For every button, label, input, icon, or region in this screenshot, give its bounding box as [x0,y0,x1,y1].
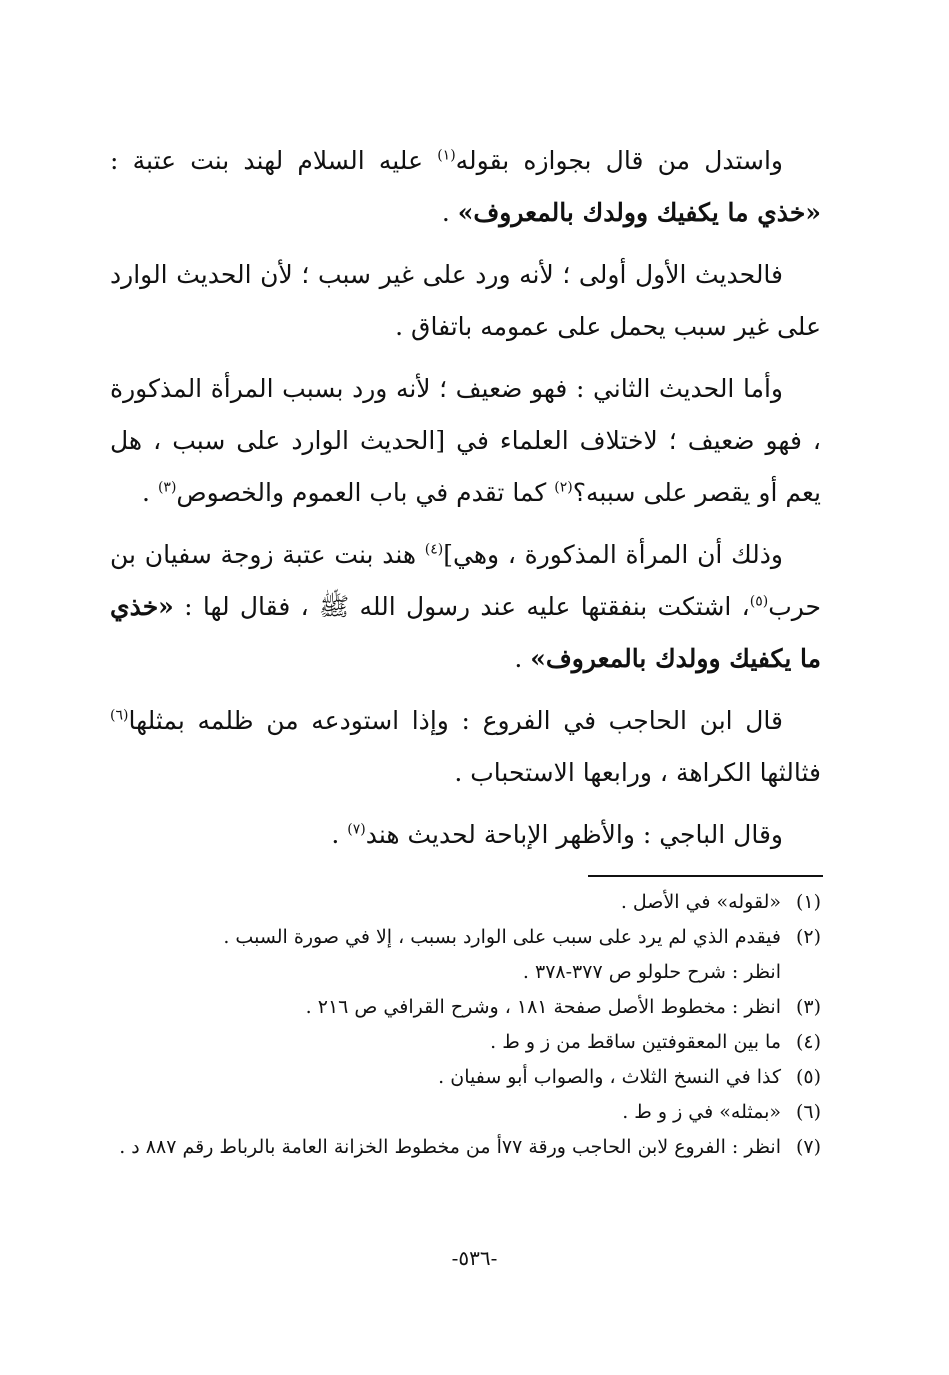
footnote-line: ما بين المعقوفتين ساقط من ز و ط . [490,1031,781,1053]
footnote-number: (٧) [795,1136,821,1158]
paragraph-1 [110,135,821,239]
footnote-7 [110,1130,821,1165]
text-span: . [331,820,348,849]
footnote-number: (٢) [795,926,821,948]
footnote-4 [110,1025,821,1060]
text-span: قال ابن الحاجب في الفروع : وإذا استودعه من ظلمه بمثلها [128,706,783,735]
text-span: وقال الباجي : والأظهر الإباحة لحديث هند [365,820,783,849]
paragraph-3 [110,363,821,519]
footnote-line: انظر : الفروع لابن الحاجب ورقة ٧٧أ من مخطوط الخزانة العامة بالرباط رقم ٨٨٧ د . [119,1136,781,1158]
footnote-text [110,1095,781,1130]
footnote-3 [110,990,821,1025]
footnote-line: «بمثله» في ز و ط . [622,1101,781,1123]
footnote-6 [110,1095,821,1130]
paragraph-6 [110,809,821,861]
footnote-line: انظر : شرح حلولو ص ٣٧٧-٣٧٨ . [522,961,781,983]
footnote-text [110,1060,781,1095]
footnote-line: كذا في النسخ الثلاث ، والصواب أبو سفيان . [438,1066,781,1088]
text-span: ، اشتكت بنفقتها عليه عند رسول الله ﷺ ، فقال لها : [173,592,750,621]
paragraph-5 [110,695,821,799]
footnote-text [110,1025,781,1060]
footnote-ref-1[interactable]: (١) [437,147,456,164]
footnote-number: (٥) [795,1066,821,1088]
footnote-number: (٣) [795,996,821,1018]
footnote-ref-6[interactable]: (٦) [110,707,129,724]
footnote-line: «لقوله» في الأصل . [620,891,781,913]
page-number: -٥٣٦- [451,1246,498,1270]
footnote-text [110,885,781,920]
text-span: فثالثها الكراهة ، ورابعها الاستحباب . [454,758,821,787]
text-span: . [441,198,458,227]
footnote-divider [588,875,823,877]
footnote-line: انظر : مخطوط الأصل صفحة ١٨١ ، وشرح القرافي ص ٢١٦ . [305,996,781,1018]
paragraph-2: فالحديث الأول أولى ؛ لأنه ورد على غير سبب ؛ لأن الحديث الوارد على غير سبب يحمل على عمومه باتفاق . [110,260,821,341]
hadith-quote: «خذي ما يكفيك وولدك بالمعروف» [457,198,821,227]
main-text [110,135,821,871]
footnote-line: فيقدم الذي لم يرد على سبب على الوارد بسبب ، إلا في صورة السبب . [223,926,781,948]
footnote-text [110,990,781,1025]
footnote-ref-7[interactable]: (٧) [347,821,366,838]
footnote-text [110,920,781,990]
hadith-quote: «خذي ما يكفيك وولدك بالمعروف» [110,592,821,673]
text-span: عليه السلام لهند بنت عتبة : [110,146,438,175]
text-span: وذلك أن المرأة المذكورة ، وهي] [443,540,783,569]
footnote-number: (٦) [795,1101,821,1123]
footnote-number: (٤) [795,1031,821,1053]
text-span: هند بنت عتبة زوجة سفيان بن حرب [110,540,821,621]
text-span: . [142,478,158,507]
footnote-ref-2[interactable]: (٢) [554,479,573,496]
footnote-1 [110,885,821,920]
paragraph-4 [110,529,821,685]
text-span: وأما الحديث الثاني : فهو ضعيف ؛ لأنه ورد بسبب المرأة المذكورة ، فهو ضعيف ؛ لاختلاف العلماء في [الحديث الوارد على سبب ، هل يعم أو يقصر على سببه؟ [110,374,821,507]
text-span: كما تقدم في باب العموم والخصوص [176,478,555,507]
footnote-2 [110,920,821,990]
footnote-number: (١) [795,891,821,913]
text-span: . [514,644,531,673]
text-span: واستدل من قال بجوازه بقوله [455,146,783,175]
footnote-ref-5[interactable]: (٥) [749,593,769,610]
footnote-ref-3[interactable]: (٣) [157,479,177,496]
footnote-5 [110,1060,821,1095]
footnotes [110,885,821,1165]
footnote-ref-4[interactable]: (٤) [424,541,444,558]
footnote-text [110,1130,781,1165]
